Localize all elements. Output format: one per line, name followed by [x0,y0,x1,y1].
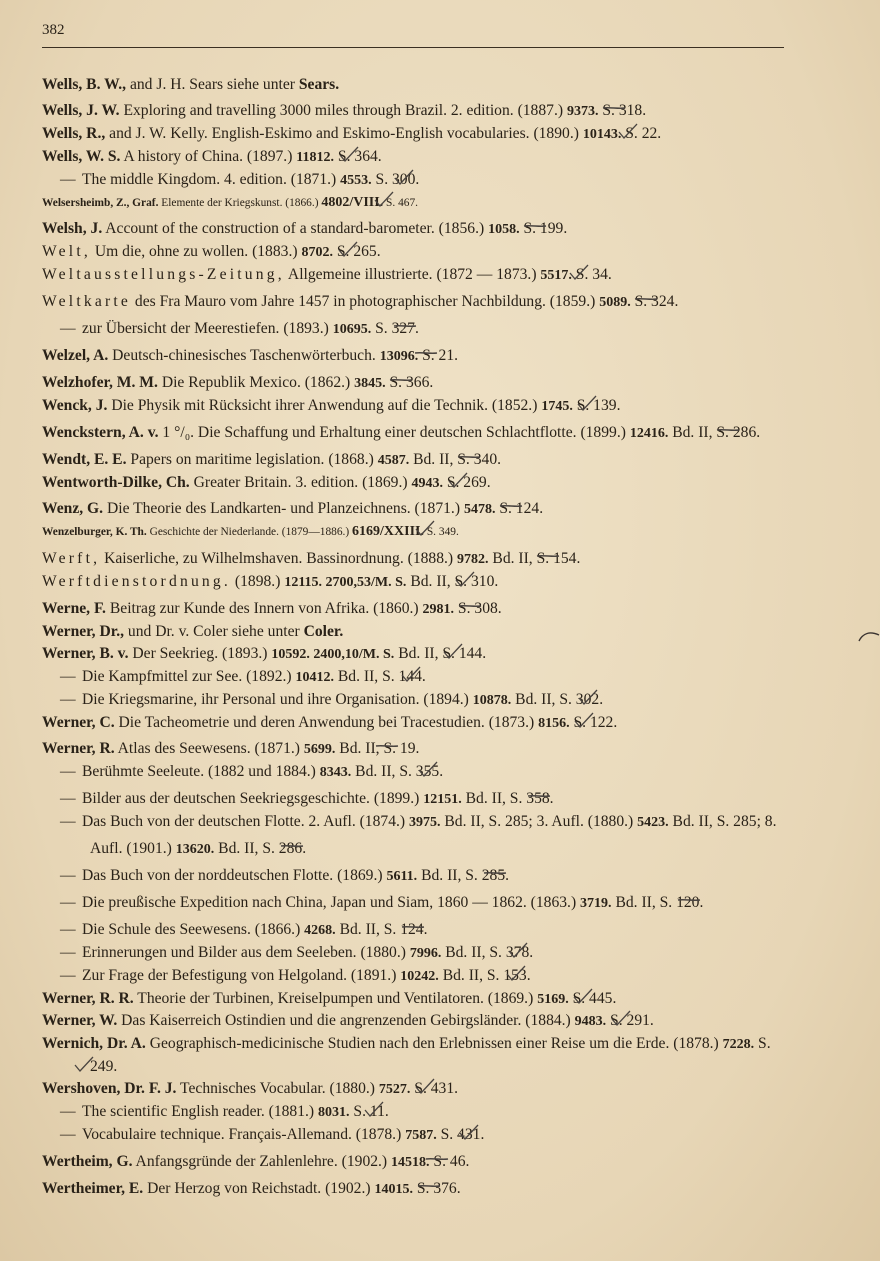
entry-author: Wenz, G. [42,500,104,518]
entry-page-ref: S. 327. [371,320,419,338]
catalog-entry [42,915,792,942]
entry-keyword: Weltkarte [42,293,132,311]
catalog-entry [42,888,792,915]
catalog-entry [42,314,792,341]
entry-page-ref: Bd. II, S. 19. [335,740,420,758]
entry-author: Welzel, A. [42,346,109,364]
entry-author: Werner, R. [42,740,115,758]
shelf-number: 14518. [391,1154,430,1170]
shelf-number: 13620. [175,842,215,858]
entry-author: Wendt, E. E. [42,450,127,468]
shelf-number: 11812. [296,149,335,165]
entry-page-ref: Bd. II, S. 144. [394,644,487,662]
checkmark-icon [620,989,642,1005]
shelf-number: 2981. [422,602,455,618]
catalog-entry [42,74,792,96]
catalog-entry [42,418,792,445]
checkmark-icon [535,966,557,982]
catalog-entry [42,192,792,215]
entry-author: Wentworth-Dilke, Ch. [42,473,190,491]
entry-author: Wells, R., [42,124,106,142]
entry-title: Elemente der Kriegskunst. (1866.) [158,196,322,209]
entry-page-ref: Bd. II, S. 302. [511,690,604,708]
catalog-entry [42,287,792,314]
pencil-dash-icon [423,734,447,740]
pencil-dash-icon [473,1147,497,1153]
entry-title: Das Buch von der norddeutschen Flotte. (1869.) [82,867,387,884]
entry-page-ref: Bd. II, S. 144. [334,667,426,685]
entry-title: Beitrag zur Kunde des Innern von Afrika. (1860.) [105,600,423,618]
entry-title: Bilder aus der deutschen Seekriegsgeschichte. (1899.) [82,790,424,808]
shelf-number: 6169/XXIII. [352,524,424,540]
entry-title: des Fra Mauro vom Jahre 1457 in photographischer Nachbildung. (1859.) [131,293,600,311]
entry-page-ref: S. 467. [383,196,419,209]
catalog-entry [42,734,792,761]
entry-page-ref: S. 21. [418,346,459,364]
entry-title: Berühmte Seeleute. (1882 und 1884.) [82,763,320,781]
page-number: 382 [42,22,65,38]
entry-author: Wenck, J. [42,396,108,414]
entry-title: Theorie der Turbinen, Kreiselpumpen und Ventilatoren. (1869.) [133,989,538,1007]
entry-author: Wershoven, Dr. F. J. [42,1080,177,1098]
entry-page-ref: Bd. II, S. 355. [351,763,444,781]
catalog-entry [42,264,792,287]
checkmark-icon [665,124,687,140]
shelf-number: 1058. [488,222,520,238]
entry-page-ref: S. 139. [572,396,621,414]
shelf-number: 10242. [400,968,439,984]
entry-author: Wertheimer, E. [42,1179,144,1197]
catalog-entry [42,368,792,395]
shelf-number: 8156. [538,715,570,731]
entry-author: Wells, B. W., [42,76,127,93]
entry-page-ref: S. 265. [332,243,381,261]
entry-title: Anfangsgründe der Zahlenlehre. (1902.) [132,1152,392,1170]
entry-page-ref: S. 318. [598,101,647,119]
checkmark-icon [616,265,638,281]
pencil-dash-icon [310,834,334,840]
catalog-entry [42,544,792,571]
shelf-number: 10592. 2400,10/M. S. [271,646,395,662]
entry-title: and J. H. Sears siehe unter [126,76,299,93]
catalog-entry [42,594,792,621]
catalog-entry [42,689,792,712]
shelf-number: 3719. [580,895,612,911]
entry-list [42,74,792,1201]
continuation-dash: — [60,1103,76,1121]
header-rule [42,47,784,48]
shelf-number: 4802/VIII. [321,194,384,210]
entry-title: Die Kriegsmarine, ihr Personal und ihre Organisation. (1894.) [82,690,473,708]
shelf-number: 3845. [354,375,386,391]
pencil-dash-icon [571,214,595,220]
shelf-number: 12115. 2700,53/M. S. [284,575,407,591]
continuation-dash: — [60,920,76,938]
entry-author: Welsersheimb, Z., Graf. [42,196,159,209]
entry-page-ref: Bd. II, S. 154. [488,550,581,568]
pencil-dash-icon [513,861,537,867]
entry-title: Vocabulaire technique. Français-Allemand. (1878.) [82,1125,406,1143]
shelf-number: 7527. [378,1082,411,1098]
catalog-entry [42,341,792,368]
entry-author: Werner, W. [42,1012,118,1030]
entry-page-ref: Bd. II, S. 285; 3. Aufl. (1880.) [440,813,638,831]
entry-keyword: Weltausstellungs-Zeitung, [42,266,285,284]
shelf-number: 14015. [374,1181,413,1197]
pencil-dash-icon [707,888,731,894]
entry-title: (1898.) [231,573,285,591]
shelf-number: 10412. [295,669,334,685]
entry-page-ref: Bd. II, S. 120. [611,893,704,911]
entry-page-ref: S. 291. [606,1012,654,1030]
pencil-dash-icon [557,784,581,790]
entry-keyword: Werftdienstordnung. [42,573,232,591]
shelf-number: 5089. [599,295,631,311]
continuation-dash: — [60,763,76,781]
checkmark-icon [421,192,443,208]
entry-page-ref: S. 124. [495,500,544,518]
checkmark-icon [430,667,452,683]
shelf-number: 12416. [629,425,669,441]
shelf-number: 4268. [304,922,336,938]
entry-title: Account of the construction of a standard-barometer. (1856.) [102,220,489,238]
catalog-entry [42,395,792,418]
entry-page-ref: S. 46. [429,1152,470,1170]
entry-title: Papers on maritime legislation. (1868.) [126,450,378,468]
entry-page-ref: Bd. II, S. 285; 8. Aufl. (1901.) [90,813,777,858]
checkmark-icon [658,1011,680,1027]
catalog-entry [42,1101,792,1124]
entry-title: Das Kaiserreich Ostindien und die angrenzenden Gebirgsländer. (1884.) [117,1012,575,1030]
entry-page-ref: S. 122. [569,713,618,731]
entry-title: Greater Britain. 3. edition. (1869.) [189,473,412,491]
entry-title: Erinnerungen und Bilder aus dem Seeleben. (1880.) [82,943,410,961]
continuation-dash: — [60,943,76,961]
entry-page-ref: Bd. II, S. 358. [461,790,554,808]
entry-reference: Sears. [298,76,340,93]
catalog-entry [42,1147,792,1174]
entry-page-ref: S. 199. [519,220,568,238]
shelf-number: 5478. [463,502,496,518]
entry-keyword: Werft, [42,550,101,568]
entry-author: Welzhofer, M. M. [42,373,158,391]
continuation-dash: — [60,690,76,708]
entry-page-ref: Bd. II, S. 310. [406,573,499,591]
checkmark-icon [537,943,559,959]
catalog-entry [42,861,792,888]
catalog-entry [42,942,792,965]
catalog-entry [42,1033,792,1078]
entry-author: Welsh, J. [42,220,103,238]
catalog-entry [42,571,792,594]
shelf-number: 13096. [379,348,419,364]
entry-title: Die Schule des Seewesens. (1866.) [82,920,305,938]
entry-author: Wells, W. S. [42,147,121,165]
checkmark-icon [607,690,629,706]
entry-page-ref: Bd. II, S. 340. [409,450,502,468]
shelf-number: 5611. [386,869,418,884]
shelf-number: 7996. [409,945,442,961]
entry-page-ref: S. 445. [568,989,617,1007]
margin-mark-icon [858,630,880,648]
pencil-dash-icon [465,1174,489,1180]
continuation-dash: — [60,1125,76,1143]
catalog-entry [42,146,792,169]
checkmark-icon [502,572,524,588]
entry-title: Die Tacheometrie und deren Anwendung bei Tracestudien. (1873.) [114,713,539,731]
checkmark-icon [385,242,407,258]
entry-page-ref: Bd. II, S. 153. [438,966,531,984]
catalog-entry [42,666,792,689]
shelf-number: 10695. [332,322,372,338]
shelf-number: 9483. [574,1014,607,1030]
checkmark-icon [386,147,408,163]
pencil-dash-icon [505,445,529,451]
shelf-number: 1745. [541,398,573,414]
catalog-entry [42,1174,792,1201]
continuation-dash: — [60,170,76,188]
checkmark-icon [490,644,512,660]
entry-title: Die Republik Mexico. (1862.) [157,373,355,391]
entry-page-ref: S. 431. [410,1080,459,1098]
entry-page-ref: Bd. II, S. 286. [214,840,307,858]
catalog-entry [42,494,792,521]
shelf-number: 5169. [537,991,569,1007]
catalog-entry [42,1124,792,1147]
shelf-number: 4587. [377,452,410,468]
entry-title: Kaiserliche, zu Wilhelmshaven. Bassinordnung. (1888.) [100,550,458,568]
entry-page-ref: Bd. II, S. 286. [668,423,761,441]
pencil-dash-icon [506,594,530,600]
checkmark-icon [447,762,469,778]
checkmark-icon [624,396,646,412]
entry-title: und Dr. v. Coler siehe unter [124,622,304,640]
pencil-dash-icon [431,915,455,921]
shelf-number: 8702. [301,245,333,261]
continuation-dash: — [60,966,76,984]
entry-title: Deutsch-chinesisches Taschenwörterbuch. [108,346,380,364]
entry-author: Wenckstern, A. v. [42,423,159,441]
continuation-dash: — [60,867,76,884]
entry-title: The middle Kingdom. 4. edition. (1871.) [82,170,341,188]
pencil-dash-icon [547,494,571,500]
entry-title: Der Herzog von Reichstadt. (1902.) [143,1179,375,1197]
entry-page-ref: S. 300. [371,170,420,188]
catalog-entry [42,214,792,241]
entry-author: Werner, Dr., [42,622,125,640]
pencil-dash-icon [682,287,706,293]
entry-title: Allgemeine illustrierte. (1872 — 1873.) [284,266,541,284]
checkmark-icon [393,1102,415,1118]
entry-reference: Coler. [303,622,344,640]
shelf-number: 7228. [722,1037,755,1053]
entry-page-ref: S. 269. [442,473,491,491]
checkmark-icon [488,1125,510,1141]
entry-title: The scientific English reader. (1881.) [82,1103,318,1121]
pencil-dash-icon [437,368,461,374]
catalog-entry [42,965,792,988]
entry-page-ref: S. 364. [334,147,382,165]
shelf-number: 10878. [472,692,512,708]
entry-title: Die Physik mit Rücksicht ihrer Anwendung auf die Technik. (1852.) [107,396,542,414]
shelf-number: 4943. [411,475,443,491]
entry-page-ref: S. 308. [454,600,502,618]
shelf-number: 5699. [303,742,336,758]
entry-author: Werner, B. v. [42,644,129,662]
entry-page-ref: S. 431. [436,1125,485,1143]
entry-page-ref: S. 366. [385,373,434,391]
shelf-number: 3975. [408,815,441,831]
catalog-entry [42,784,792,811]
pencil-dash-icon [650,96,674,102]
entry-title: A history of China. (1897.) [120,147,297,165]
catalog-entry [42,1078,792,1101]
shelf-number: 5423. [637,815,669,831]
catalog-entry [42,472,792,495]
continuation-dash: — [60,320,76,338]
checkmark-icon [495,473,517,489]
entry-page-ref: S. 22. [621,124,662,142]
catalog-entry [42,169,792,192]
entry-title: Um die, ohne zu wollen. (1883.) [90,243,302,261]
entry-author: Wells, J. W. [42,101,120,119]
entry-author: Wenzelburger, K. Th. [42,526,147,539]
entry-author: Wernich, Dr. A. [42,1035,146,1053]
entry-title: Der Seekrieg. (1893.) [128,644,272,662]
shelf-number: 7587. [405,1127,437,1143]
pencil-dash-icon [462,341,486,347]
shelf-number: 8343. [319,765,352,781]
entry-page-ref: S. 376. [412,1179,461,1197]
entry-page-ref: S. 249. [90,1035,771,1076]
catalog-entry [42,621,792,643]
entry-page-ref: S. 34. [571,266,612,284]
entry-author: Werner, R. R. [42,989,134,1007]
entry-title: Das Buch von der deutschen Flotte. 2. Aufl. (1874.) [82,813,409,831]
catalog-entry [42,811,792,861]
entry-keyword: Welt, [42,243,91,261]
entry-page-ref: S. 349. [424,526,459,539]
checkmark-icon [621,713,643,729]
catalog-entry [42,521,792,544]
pencil-dash-icon [584,544,608,550]
catalog-entry [42,241,792,264]
checkmark-icon [121,1057,143,1073]
entry-page-ref: Bd. II, S. 378. [441,943,534,961]
entry-title: Die Theorie des Landkarten- und Planzeichnens. (1871.) [103,500,464,518]
shelf-number: 9782. [457,552,489,568]
catalog-entry [42,761,792,784]
catalog-entry [42,643,792,666]
entry-title: Atlas des Seewesens. (1871.) [114,740,304,758]
entry-page-ref: S. 11. [349,1103,389,1121]
entry-author: Wertheim, G. [42,1152,133,1170]
entry-page-ref: Bd. II, S. 124. [335,920,428,938]
checkmark-icon [423,170,445,186]
entry-title: Die preußische Expedition nach China, Japan und Siam, 1860 — 1862. (1863.) [82,893,581,911]
shelf-number: 4553. [340,172,372,188]
continuation-dash: — [60,790,76,808]
entry-title: Zur Frage der Befestigung von Helgoland. (1891.) [82,966,401,984]
entry-title: and J. W. Kelly. English-Eskimo and Eskimo-English vocabularies. (1890.) [105,124,583,142]
catalog-entry [42,445,792,472]
continuation-dash: — [60,893,76,911]
entry-page-ref: S. 324. [630,293,679,311]
checkmark-icon [462,521,484,537]
catalog-entry [42,988,792,1011]
catalog-entry [42,712,792,735]
entry-author: Werne, F. [42,600,106,618]
entry-title: Geographisch-medicinische Studien nach den Erlebnissen einer Reise um die Erde. (1878.) [145,1035,723,1053]
continuation-dash: — [60,667,76,685]
shelf-number: 9373. [566,103,599,119]
entry-author: Werner, C. [42,713,115,731]
shelf-number: 8031. [318,1105,350,1121]
shelf-number: 12151. [423,792,462,808]
entry-title: Technisches Vocabular. (1880.) [176,1080,379,1098]
pencil-dash-icon [764,418,788,424]
entry-title: 1 °/₀. Die Schaffung und Erhaltung einer deutschen Schlachtflotte. (1899.) [158,423,630,441]
entry-page-ref: Bd. II, S. 285. [417,867,510,884]
entry-title: zur Übersicht der Meerestiefen. (1893.) [82,320,333,338]
catalog-entry [42,1010,792,1033]
shelf-number: 5517. [540,268,572,284]
entry-title: Exploring and travelling 3000 miles through Brazil. 2. edition. (1887.) [119,101,567,119]
pencil-dash-icon [423,314,447,320]
entry-title: Die Kampfmittel zur See. (1892.) [82,667,296,685]
checkmark-icon [462,1079,484,1095]
catalog-entry [42,123,792,146]
shelf-number: 10143. [582,126,622,142]
entry-title: Geschichte der Niederlande. (1879—1886.) [146,526,353,539]
continuation-dash: — [60,813,76,831]
catalog-entry [42,96,792,123]
